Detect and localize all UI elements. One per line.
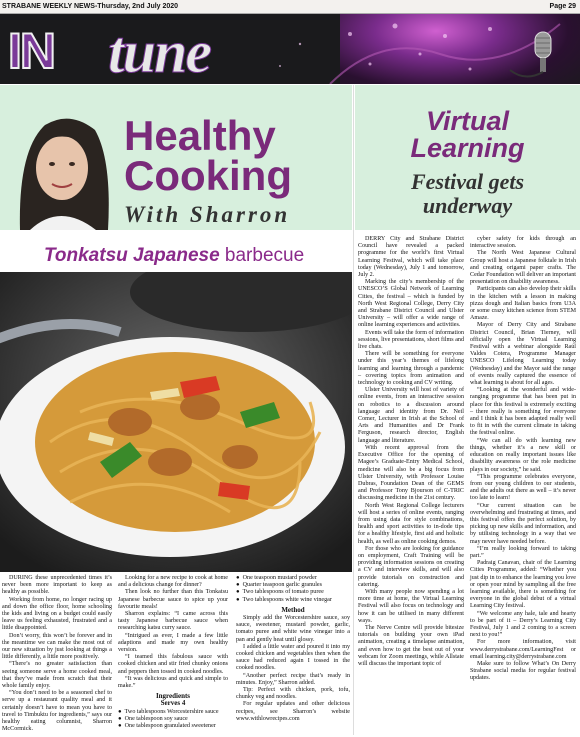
page-header <box>0 0 580 14</box>
page-number: Page 29 <box>549 3 576 10</box>
healthy-cooking-title: Healthy Cooking <box>124 112 292 199</box>
intune-banner <box>0 14 580 84</box>
logo-tune: tune <box>108 19 211 84</box>
recipe-intro-column: Looking for a new recipe to cook at home and a delicious change for dinner? Then look no further than this Tonkatsu Japanese barbecue sauce to spice up your favourite meals! Sharron explains: “I came across this tasty Japanese barbecue sauce when researching katsu curry sauce. “Intrigued as ever, I made a few little adaptions and made my own healthy version. “I teamed this fabulous sauce with cooked chicken and stir fried chunky onions and peppers then tossed in cooked noodles. “It was delicious and quick and simple to make.” Ingredients Serves 4 ● Two tablespoons Worcestershire sauce ● One tablespoon soy sauce ● One tablespoon granulated sweetener <box>118 575 228 730</box>
method-heading: Method <box>281 605 305 614</box>
festival-column-2: cyber safety for kids through an interactive session. The North West Japanese Cultural Group will host a Japanese folktale in Irish and creating origami paper crafts. The Cedar Foundation will deliver an important presentation on disability awareness. Participants can also develop their skills in the kitchen with a lesson in making pizza dough and Italian basics from U3A or some crazy kitchen science from STEM Amaze. Mayor of Derry City and Strabane District Council, Brian Tierney, will officially open the Virtual Learning Festival with a webinar alongside Raúl Valdes Cotera, Programme Manager UNESCO Lifelong Learning today (Wednesday) and the Mayor said the range of events really captured the essence of what learning is about for all ages. “Looking at the wonderful and wide-ranging programme that has been put in place for this festival is extremely exciting – there really is something for everyone and I think it has been adapted really well to fit in with the current climate in taking the festival online. “We can all do with learning new things, whether it’s a new skill or education on really important issues like disability awareness or the role medicine plays in our society,” he said. “This programme celebrates everyone, from our young children to our students, and the adults out there as well – it’s never too late to learn! “Our current situation can be overwhelming and frustrating at times, and this festival offers the perfect solution, by picking up new skills and information, and by utilising technology in a way that we may never have needed before. “I’m really looking forward to taking part.” Padraig Canavan, chair of the Learning Cities Programme, added: “Whether you just dip in to enhance the learning you love or open your mind by sampling all the free learning available, there is something for everyone in the global debut of a virtual Learning City festival. “We welcome any hale, tale and hearty to be part of it – Derry’s Learning City Festival, July 1 and 2 coming to a screen next to you!” For more information, visit www.derrystrabane.com/LearningFest or email learning.city@derrystrabane.com Make sure to follow What’s On Derry Strabane social media for regular festival updates. <box>470 236 576 682</box>
list-item: ● Two tablespoons white wine vinegar <box>236 597 350 604</box>
festival-column-1: DERRY City and Strabane District Council have revealed a packed programme for the world’s first Virtual Learning Festival, which will take place today (Wednesday), July 1 and tomorrow, July 2. Marking the city’s membership of the UNESCO’S Global Network of Learning Cities, the festival – which is funded by North West Regional College, Derry City and Strabane District Council and Ulster University – will offer a wide range of online learning experiences and activities. Events will take the form of information sessions, live presentations, short films and live chats. There will be something for everyone under this year’s themes of lifelong learning and learning through a pandemic – covering topics from animation and technology to cooking and CV writing. Ulster University will host of variety of online events, from an interactive session on robotics to a discussion around language and identity from Dr. Neil Comer, Lecturer in Irish at the School of Arts and Humanities and Dr Frank Ferguson, research director, English language and literature. With recent approval from the Executive Office for the opening of Magee’s Graduate-Entry Medical School, medicine will also be a big focus from Ulster University, with Professor Louise Dubras, Foundation Dean of the GEMS and Professor Tony Bjourson of C-TRIC discussing medicine in the 21st century. North West Regional College lecturers will host a series of online events, ranging from using data for style combinations, health and sport activities to in-dode tips for a healthy lifestyle, first aid and holistic health, as well as online cooking demos. For those who are looking for guidance on employment, Craft Training will be providing information sessions on creating a CV and interview skills, and will also provide tutorials on construction and catering. With many people now spending a lot more time at home, the Virtual Learning Festival will also focus on technology and how it can be utilised in many different ways. The Nerve Centre will provide bitesize tutorials on building your own iPad animation, creating a timelapse animation, and even how to get the best out of your webcam for Zoom meetings, while Allstate will discuss the important topic of <box>358 236 464 667</box>
list-item: ● One tablespoon soy sauce <box>118 716 228 723</box>
list-item: ● Two tablespoons of tomato puree <box>236 589 350 596</box>
noodle-dish-photo <box>0 272 352 572</box>
logo-in: IN <box>8 23 54 79</box>
with-sharron-byline: With Sharron <box>124 202 291 227</box>
ingredients-heading: Ingredients Serves 4 <box>155 692 191 708</box>
recipe-title: Tonkatsu Japanese barbecue <box>44 245 305 266</box>
list-item: ● One teaspoon mustard powder <box>236 575 350 582</box>
stage-lights-decoration <box>0 14 580 84</box>
columnist-portrait <box>0 90 120 230</box>
list-item: ● One tablespoon granulated sweetener <box>118 723 228 730</box>
virtual-learning-title: Virtual Learning <box>410 106 525 163</box>
microphone-icon <box>505 30 565 84</box>
cooking-intro-column: DURING these unprecedented times it’s never been more important to keep as healthy as possible. Working from home, no longer racing up and down the office floor, home schooling the kids and living on a budget could easily leave us feeling exhausted, frustrated and a little disappointed. Don’t worry, this won’t be forever and in the meantime we can make the most out of our new situation by just looking at things a little differently, a little more positively. “There’s no greater satisfaction than seeing someone serve a home cooked meal, that they’ve made from scratch that their whole family enjoy. “You don’t need to be a seasoned chef to serve up a restaurant quality meal and it certainly doesn’t have to mean you have to travel to Timbuktu for ingredients,” says our healthy eating columnist, Sharron McCormick. <box>2 575 112 733</box>
list-item: ● Quarter teaspoon garlic granules <box>236 582 350 589</box>
ingredients-list <box>118 709 228 731</box>
ingredients-list-cont <box>236 575 350 604</box>
publication-date: STRABANE WEEKLY NEWS-Thursday, 2nd July 2020 <box>2 3 179 10</box>
method-column: ● One teaspoon mustard powder ● Quarter teaspoon garlic granules ● Two tablespoons of tomato puree ● Two tablespoons white wine vinegar Method Simply add the Worcestershire sauce, soy sauce, sweetener, mustard powder, garlic, tomato puree and white wine vinegar into a pan and gently heat until glossy. I added a little water and poured it into my cooked chicken and vegetables then when the sauce had reduced again I tossed in the cooked noodles. “Another perfect recipe that’s ready in minutes. Enjoy,” Sharron added. Tip: Perfect with chicken, pork, tofu, chunky veg and noodles. For regular updates and other delicious recipes, see Sharron’s website www.withlowrecipes.com <box>236 575 350 723</box>
list-item: ● Two tablespoons Worcestershire sauce <box>118 709 228 716</box>
festival-subtitle: Festival gets underway <box>410 169 525 218</box>
